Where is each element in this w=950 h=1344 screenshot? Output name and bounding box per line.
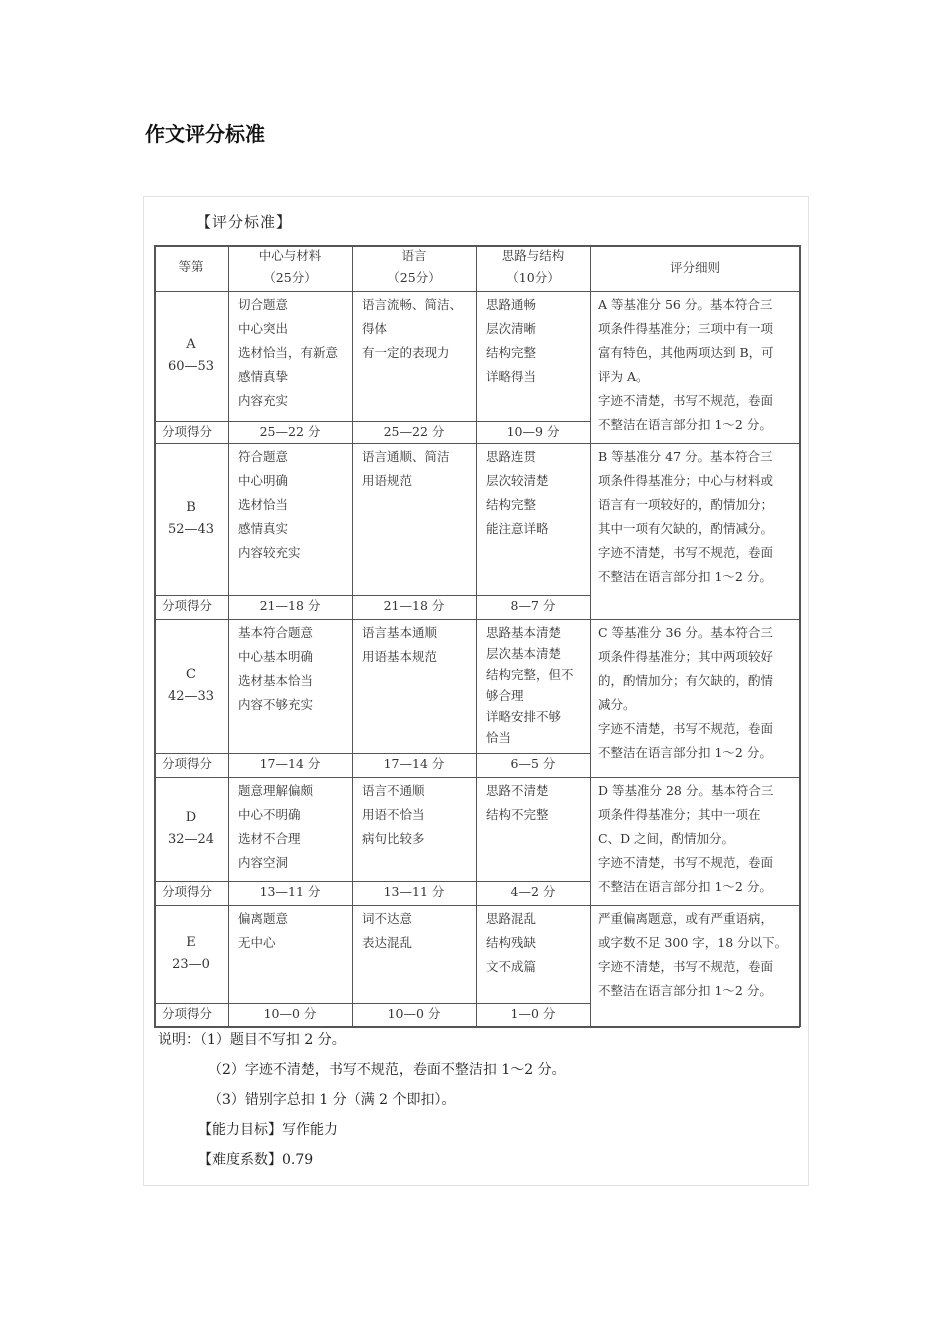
structure-criterion: 结构不完整 [486, 807, 549, 822]
table-vline [476, 245, 477, 1027]
language-criterion: 得体 [362, 321, 388, 336]
content-criterion: 选材基本恰当 [238, 673, 314, 688]
grade-range: 60—53 [167, 359, 215, 374]
content-criterion: 选材恰当，有新意 [238, 345, 339, 360]
detail-hline [590, 291, 800, 292]
detail-line: 字迹不清楚，书写不规范，卷面 [598, 959, 774, 974]
detail-line: 不整洁在语言部分扣 1～2 分。 [598, 569, 772, 584]
grade-range: 23—0 [172, 957, 210, 972]
detail-hline [590, 619, 800, 620]
detail-line: A 等基准分 56 分。基本符合三 [598, 297, 773, 312]
detail-line: 字迹不清楚，书写不规范，卷面 [598, 393, 774, 408]
detail-line: 语言有一项较好的，酌情加分； [598, 497, 774, 512]
subtotal-score: 10—9 分 [506, 424, 560, 439]
language-criterion: 词不达意 [362, 911, 413, 926]
content-criterion: 中心突出 [238, 321, 289, 336]
detail-hline [590, 443, 800, 444]
grade-letter: C [186, 667, 196, 682]
subtotal-score: 13—11 分 [383, 884, 445, 899]
table-hline [154, 905, 590, 906]
subtotal-label: 分项得分 [162, 756, 213, 771]
structure-criterion: 文不成篇 [486, 959, 537, 974]
note-1: 说明：（1）题目不写扣 2 分。 [158, 1032, 346, 1048]
table-hline [154, 291, 590, 292]
structure-criterion: 思路连贯 [486, 449, 537, 464]
content-criterion: 内容较充实 [238, 545, 301, 560]
language-criterion: 用语基本规范 [362, 649, 438, 664]
content-criterion: 偏离题意 [238, 911, 289, 926]
language-criterion: 语言基本通顺 [362, 625, 438, 640]
subtotal-score: 1—0 分 [510, 1006, 556, 1021]
structure-criterion: 结构完整 [486, 345, 537, 360]
header-content-points: （25分） [263, 270, 317, 285]
page-title: 作文评分标准 [145, 122, 265, 146]
language-criterion: 用语不恰当 [362, 807, 425, 822]
subtotal-score: 21—18 分 [383, 598, 445, 613]
subtotal-score: 21—18 分 [259, 598, 321, 613]
structure-criterion: 思路基本清楚 [486, 625, 562, 640]
note-3: （3）错别字总扣 1 分（满 2 个即扣）。 [208, 1092, 456, 1108]
detail-line: C、D 之间，酌情加分。 [598, 831, 735, 846]
subtotal-label: 分项得分 [162, 884, 213, 899]
table-hline [154, 777, 590, 778]
header-structure-points: （10分） [506, 270, 560, 285]
ability-target: 【能力目标】写作能力 [198, 1122, 338, 1138]
detail-line: 项条件得基准分；中心与材料或 [598, 473, 774, 488]
structure-criterion: 层次清晰 [486, 321, 537, 336]
content-criterion: 中心不明确 [238, 807, 301, 822]
detail-line: B 等基准分 47 分。基本符合三 [598, 449, 773, 464]
grade-letter: B [186, 500, 196, 515]
grade-letter: D [185, 810, 197, 825]
detail-line: 富有特色，其他两项达到 B，可 [598, 345, 774, 360]
header-grade: 等第 [178, 259, 204, 274]
table-vline [228, 245, 229, 1027]
structure-criterion: 够合理 [486, 688, 524, 703]
language-criterion: 用语规范 [362, 473, 413, 488]
language-criterion: 语言流畅、简洁、 [362, 297, 463, 312]
structure-criterion: 详略得当 [486, 369, 537, 384]
difficulty-coefficient: 【难度系数】0.79 [198, 1152, 314, 1168]
structure-criterion: 思路通畅 [486, 297, 537, 312]
subtotal-score: 17—14 分 [383, 756, 445, 771]
detail-hline [590, 905, 800, 906]
detail-line: C 等基准分 36 分。基本符合三 [598, 625, 773, 640]
language-criterion: 语言不通顺 [362, 783, 425, 798]
grade-letter: E [186, 935, 196, 950]
structure-criterion: 结构残缺 [486, 935, 537, 950]
detail-line: 项条件得基准分；其中一项在 [598, 807, 761, 822]
subtotal-score: 8—7 分 [510, 598, 556, 613]
detail-line: 的，酌情加分；有欠缺的，酌情 [598, 673, 774, 688]
subtotal-score: 10—0 分 [263, 1006, 317, 1021]
content-criterion: 无中心 [238, 935, 276, 950]
structure-criterion: 结构完整，但不 [486, 667, 574, 682]
detail-line: 字迹不清楚，书写不规范，卷面 [598, 721, 774, 736]
subtotal-label: 分项得分 [162, 598, 213, 613]
detail-line: 或字数不足 300 字，18 分以下。 [598, 935, 788, 950]
header-detail: 评分细则 [669, 260, 720, 275]
content-criterion: 切合题意 [238, 297, 289, 312]
detail-line: 项条件得基准分；其中两项较好 [598, 649, 774, 664]
header-structure: 思路与结构 [501, 248, 565, 263]
header-language: 语言 [401, 248, 427, 263]
subtotal-score: 17—14 分 [259, 756, 321, 771]
section-header: 【评分标准】 [196, 213, 293, 231]
detail-line: 减分。 [598, 697, 636, 712]
subtotal-score: 25—22 分 [383, 424, 445, 439]
structure-criterion: 能注意详略 [486, 521, 549, 536]
table-vline [590, 245, 591, 1027]
detail-line: 其中一项有欠缺的，酌情减分。 [598, 521, 774, 536]
header-content: 中心与材料 [258, 248, 322, 263]
structure-criterion: 恰当 [486, 730, 512, 745]
grade-letter: A [186, 337, 196, 352]
language-criterion: 表达混乱 [362, 935, 413, 950]
scanned-scoring-table-image [143, 196, 809, 1186]
subtotal-score: 25—22 分 [259, 424, 321, 439]
detail-line: 严重偏离题意，或有严重语病， [598, 911, 774, 926]
detail-line: 项条件得基准分；三项中有一项 [598, 321, 774, 336]
structure-criterion: 层次较清楚 [486, 473, 549, 488]
table-border-bottom [154, 1026, 800, 1028]
table-vline [352, 245, 353, 1027]
subtotal-label: 分项得分 [162, 1006, 213, 1021]
detail-line: 不整洁在语言部分扣 1～2 分。 [598, 417, 772, 432]
grade-range: 32—24 [167, 832, 215, 847]
detail-line: 不整洁在语言部分扣 1～2 分。 [598, 983, 772, 998]
structure-criterion: 思路混乱 [486, 911, 537, 926]
language-criterion: 语言通顺、简洁 [362, 449, 450, 464]
subtotal-label: 分项得分 [162, 424, 213, 439]
detail-line: 评为 A。 [598, 369, 649, 384]
language-criterion: 病句比较多 [362, 831, 425, 846]
scoring-table [154, 245, 800, 1027]
content-criterion: 符合题意 [238, 449, 289, 464]
content-criterion: 基本符合题意 [238, 625, 314, 640]
language-criterion: 有一定的表现力 [362, 345, 450, 360]
subtotal-score: 4—2 分 [510, 884, 556, 899]
table-border-right [799, 245, 801, 1027]
detail-line: 不整洁在语言部分扣 1～2 分。 [598, 745, 772, 760]
grade-range: 42—33 [167, 689, 215, 704]
detail-line: 字迹不清楚，书写不规范，卷面 [598, 545, 774, 560]
detail-hline [590, 777, 800, 778]
content-criterion: 中心基本明确 [238, 649, 314, 664]
content-criterion: 选材恰当 [238, 497, 289, 512]
content-criterion: 选材不合理 [238, 831, 301, 846]
detail-line: 字迹不清楚，书写不规范，卷面 [598, 855, 774, 870]
content-criterion: 题意理解偏颇 [238, 783, 314, 798]
header-language-points: （25分） [387, 270, 441, 285]
subtotal-score: 13—11 分 [259, 884, 321, 899]
structure-criterion: 详略安排不够 [486, 709, 562, 724]
detail-line: 不整洁在语言部分扣 1～2 分。 [598, 879, 772, 894]
content-criterion: 感情真实 [238, 521, 289, 536]
structure-criterion: 思路不清楚 [486, 783, 549, 798]
structure-criterion: 结构完整 [486, 497, 537, 512]
subtotal-score: 6—5 分 [510, 756, 556, 771]
grade-range: 52—43 [167, 522, 215, 537]
note-2: （2）字迹不清楚，书写不规范，卷面不整洁扣 1～2 分。 [208, 1062, 566, 1078]
content-criterion: 中心明确 [238, 473, 289, 488]
content-criterion: 内容充实 [238, 393, 289, 408]
content-criterion: 内容空洞 [238, 855, 289, 870]
detail-line: D 等基准分 28 分。基本符合三 [598, 783, 774, 798]
subtotal-score: 10—0 分 [387, 1006, 441, 1021]
content-criterion: 感情真挚 [238, 369, 289, 384]
structure-criterion: 层次基本清楚 [486, 646, 562, 661]
content-criterion: 内容不够充实 [238, 697, 314, 712]
table-hline [154, 619, 590, 620]
